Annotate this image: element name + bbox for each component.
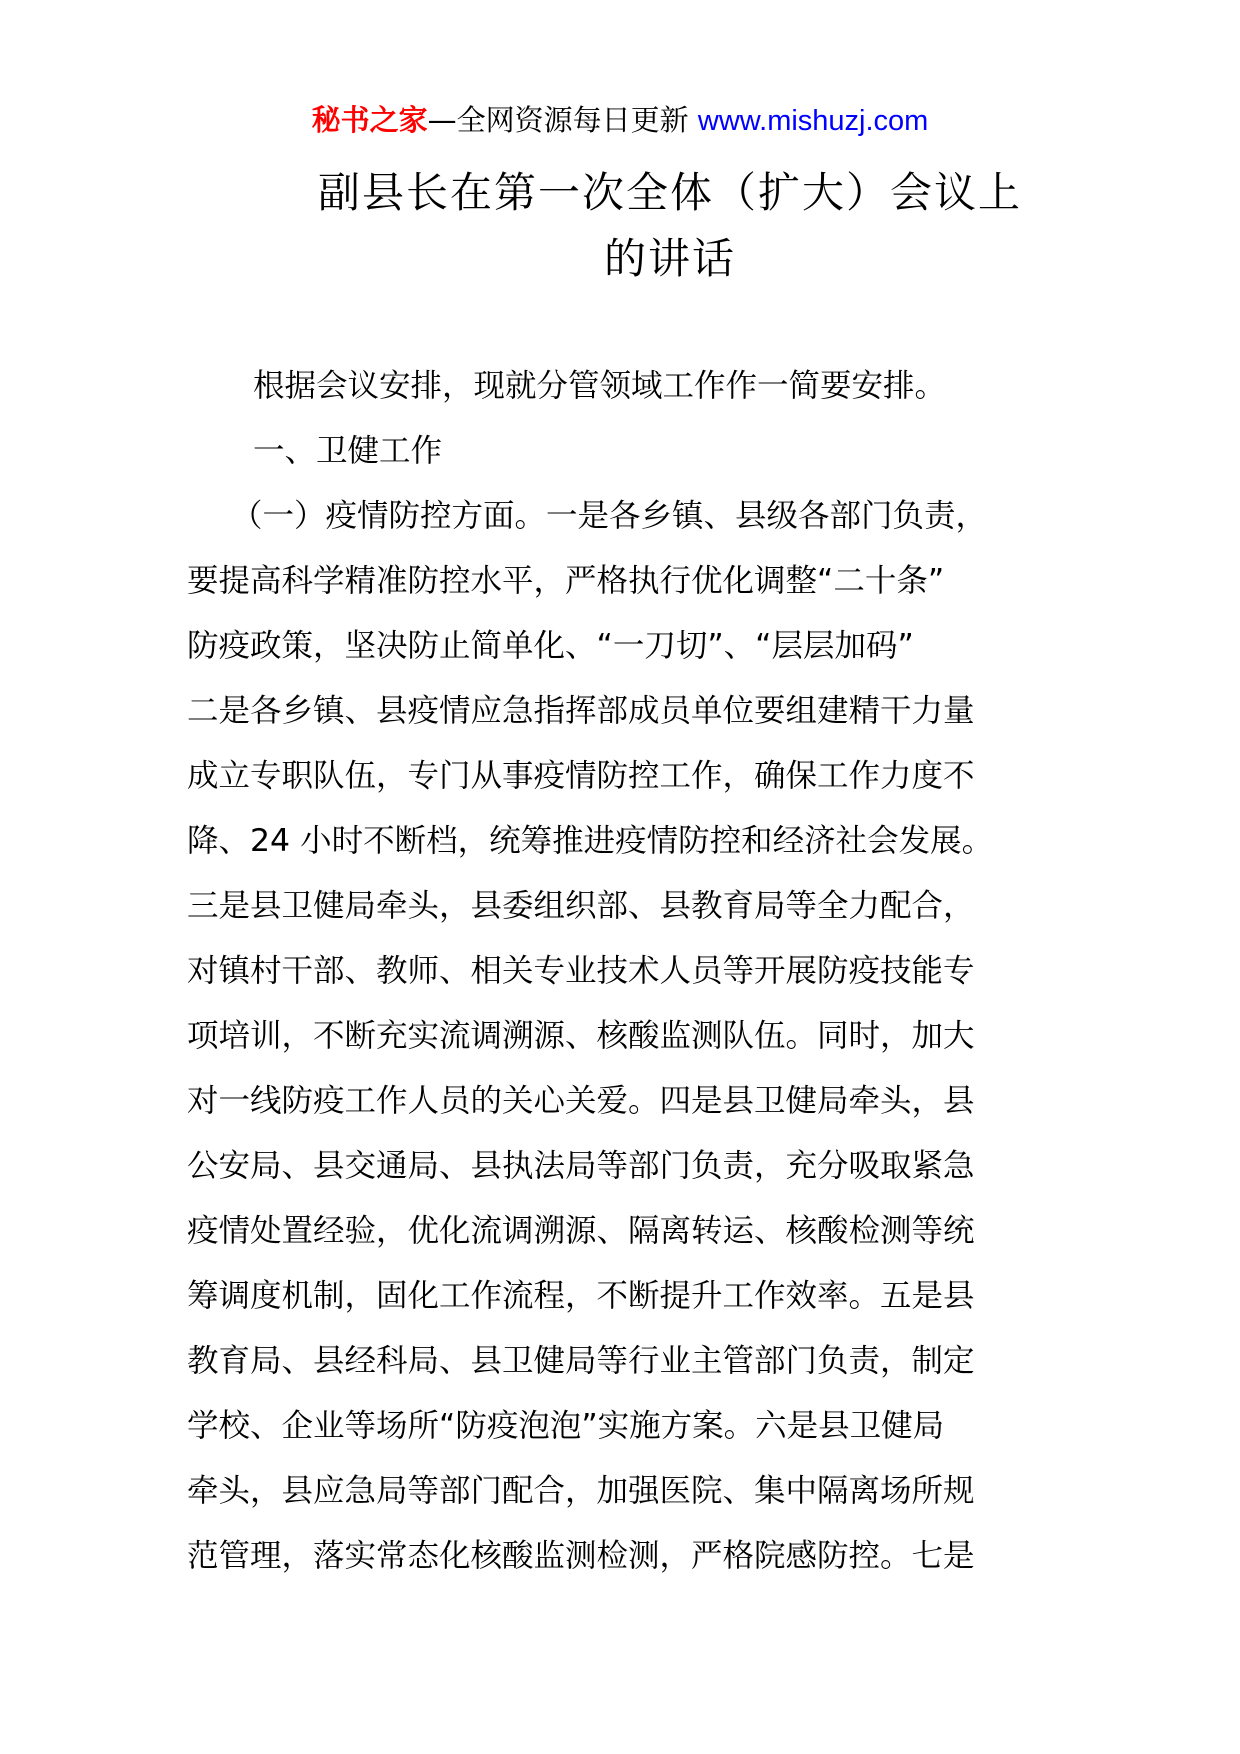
body-line: 牵头，县应急局等部门配合，加强医院、集中隔离场所规 [187,1473,975,1509]
body-line: 筹调度机制，固化工作流程，不断提升工作效率。五是县 [187,1278,975,1314]
body-line: 三是县卫健局牵头，县委组织部、县教育局等全力配合， [187,888,975,924]
body-line: 对一线防疫工作人员的关心关爱。四是县卫健局牵头，县 [187,1083,975,1119]
document-body [187,354,1087,1589]
body-line: 防疫政策，坚决防止简单化、“一刀切”、“层层加码” [187,628,914,664]
intro-paragraph: 根据会议安排，现就分管领域工作作一简要安排。 [253,368,947,404]
body-line: 范管理，落实常态化核酸监测检测，严格院感防控。七是 [187,1538,975,1574]
section-heading: 一、卫健工作 [253,433,443,469]
body-line: 成立专职队伍，专门从事疫情防控工作，确保工作力度不 [187,758,975,794]
body-line: （一）疫情防控方面。一是各乡镇、县级各部门负责， [231,498,988,534]
brand-name: 秘书之家 [311,103,428,137]
body-line: 二是各乡镇、县疫情应急指挥部成员单位要组建精干力量 [187,693,975,729]
body-line: 学校、企业等场所“防疫泡泡”实施方案。六是县卫健局 [187,1408,945,1444]
body-line: 要提高科学精准防控水平，严格执行优化调整“二十条” [187,563,945,599]
body-line: 教育局、县经科局、县卫健局等行业主管部门负责，制定 [187,1343,975,1379]
body-line: 疫情处置经验，优化流调溯源、隔离转运、核酸检测等统 [187,1213,975,1249]
header-banner [0,100,1240,141]
banner-tagline: —全网资源每日更新 [427,103,689,137]
website-url: www.mishuzj.com [697,105,929,137]
title-line-2: 的讲话 [603,234,736,283]
body-line: 项培训，不断充实流调溯源、核酸监测队伍。同时，加大 [187,1018,975,1054]
body-line: 对镇村干部、教师、相关专业技术人员等开展防疫技能专 [187,953,975,989]
document-title [300,160,1040,292]
body-line: 降、24 小时不断档，统筹推进疫情防控和经济社会发展。 [187,823,994,859]
title-line-1: 副县长在第一次全体（扩大）会议上 [317,168,1022,217]
body-line: 公安局、县交通局、县执法局等部门负责，充分吸取紧急 [187,1148,975,1184]
